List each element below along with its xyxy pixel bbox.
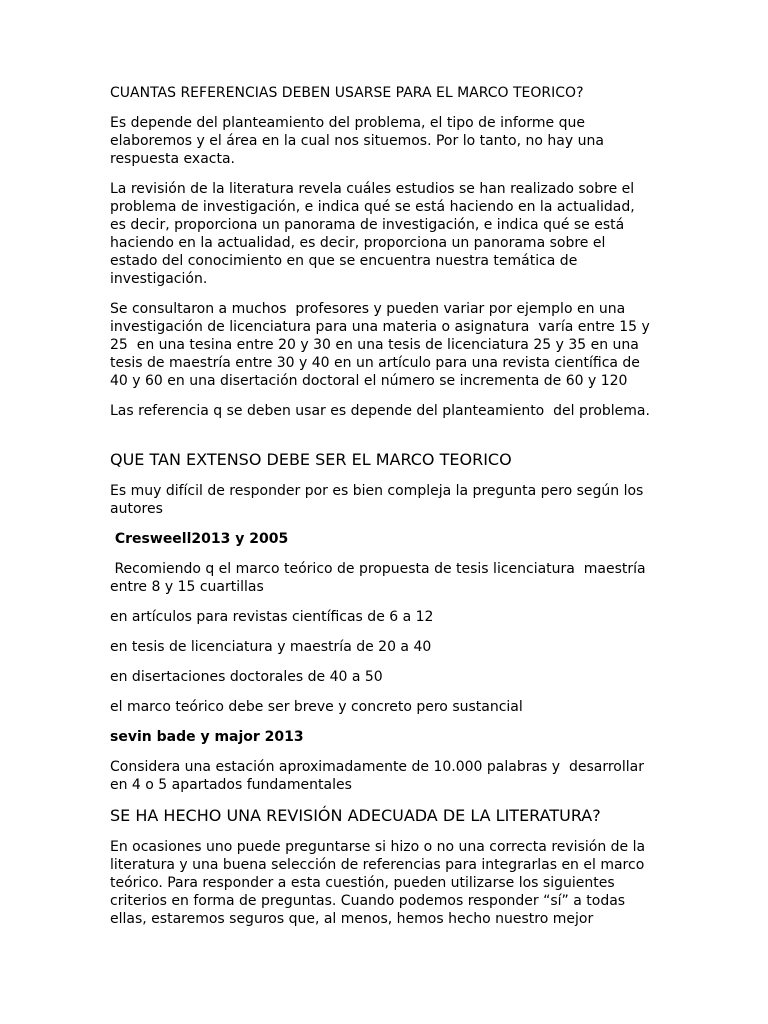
section-heading-references: CUANTAS REFERENCIAS DEBEN USARSE PARA EL MARCO TEORICO? [110,85,584,101]
paragraph: en artículos para revistas científicas de 6 a 12 [110,609,434,625]
paragraph: Las referencia q se deben usar es depende del planteamiento del problema. [110,403,650,419]
paragraph: en tesis de licenciatura y maestría de 20 a 40 [110,639,432,655]
section-heading-review: SE HA HECHO UNA REVISIÓN ADECUADA DE LA LITERATURA? [110,806,601,825]
section-heading-extension: QUE TAN EXTENSO DEBE SER EL MARCO TEORICO [110,450,512,469]
paragraph: Se consultaron a muchos profesores y pueden variar por ejemplo en una investigación de licenciatura para una materia o asignatura varía entre 15 y 25 en una tesina entre 20 y 30 en una tesis de licenciatura 25 y 35 en una tesis de maestría entre 30 y 40 en un artículo para una revista científica de 40 y 60 en una disertación doctoral el número se incrementa de 60 y 120 [110,301,650,389]
paragraph: Recomiendo q el marco teórico de propuesta de tesis licenciatura maestría entre 8 y 15 cuartillas [110,561,646,595]
author-heading: sevin bade y major 2013 [110,729,304,745]
paragraph: Es depende del planteamiento del problema, el tipo de informe que elaboremos y el área en la cual nos situemos. Por lo tanto, no hay una respuesta exacta. [110,115,604,167]
author-heading: Cresweell2013 y 2005 [110,531,289,547]
paragraph: el marco teórico debe ser breve y concreto pero sustancial [110,699,523,715]
paragraph: en disertaciones doctorales de 40 a 50 [110,669,383,685]
paragraph: Considera una estación aproximadamente de 10.000 palabras y desarrollar en 4 o 5 apartados fundamentales [110,759,644,793]
paragraph: La revisión de la literatura revela cuáles estudios se han realizado sobre el problema de investigación, e indica qué se está haciendo en la actualidad, es decir, proporciona un panorama de investigación, e indica qué se está haciendo en la actualidad, es decir, proporciona un panorama sobre el estado del conocimiento en que se encuentra nuestra temática de investigación. [110,181,635,287]
document-page [110,84,670,940]
paragraph: Es muy difícil de responder por es bien compleja la pregunta pero según los autores [110,483,644,517]
paragraph: En ocasiones uno puede preguntarse si hizo o no una correcta revisión de la literatura y una buena selección de referencias para integrarlas en el marco teórico. Para responder a esta cuestión, pueden utilizarse los siguientes criterios en forma de preguntas. Cuando podemos responder “sí” a todas ellas, estaremos seguros que, al menos, hemos hecho nuestro mejor [110,839,646,927]
